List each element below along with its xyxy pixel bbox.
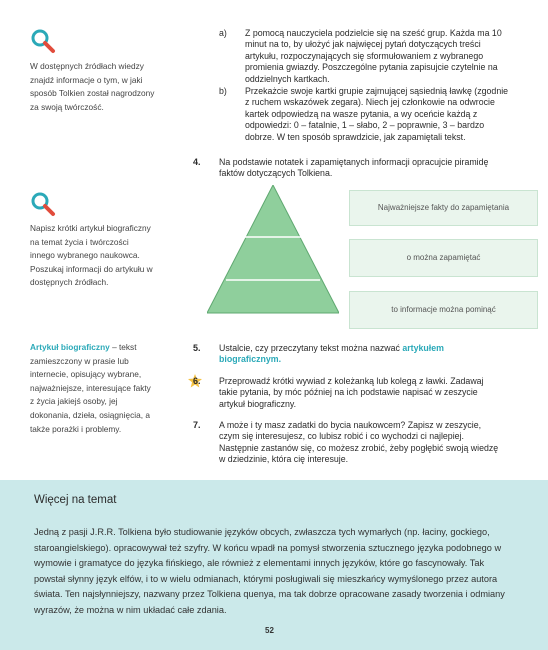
definition-text: – tekst zamieszczony w prasie lub internecie, opisujący wybrane, najważniejsze, interesujące fakty z życia jakiejś osoby, jej dokonania, dzieła, osiągnięcia, a także porażki i problemy.	[30, 342, 151, 434]
task-5-body: Ustalcie, czy przeczytany tekst można nazwać	[219, 343, 403, 353]
task-5-number: 5.	[193, 343, 201, 353]
task-a-text: Z pomocą nauczyciela podzielcie się na sześć grup. Każda ma 10 minut na to, by ułożyć jak najwięcej pytań dotyczących treści artykułu, rozpoczynających się sformułowaniem z wybranego promienia gwiazdy. Poszczególne pytania zapisujcie czytelnie na oddzielnych kartkach.	[245, 28, 502, 84]
task-5-highlight: artykułem biograficznym.	[219, 343, 444, 365]
pyramid-middle-label: o można zapamiętać	[349, 239, 538, 277]
page-number: 52	[265, 626, 274, 635]
task-b-label: b)	[219, 86, 227, 96]
task-5-text	[219, 343, 499, 366]
facts-pyramid	[207, 185, 339, 317]
magnifier-icon	[30, 28, 56, 54]
magnifier-icon	[30, 191, 56, 217]
task-7-text: A może i ty masz zadatki do bycia naukowcem? Zapisz w zeszycie, czym się interesujesz, co lubisz robić i co wychodzi ci najlepiej. Następnie zastanów się, co możesz zrobić, żeby pogłębić swoją wiedzę w dziedzinie, która cię interesuje.	[219, 420, 499, 465]
task-7-number: 7.	[193, 420, 201, 430]
pyramid-bottom-label: to informacje można pominąć	[349, 291, 538, 329]
task-6-number: 6.	[193, 376, 201, 386]
more-on-topic-box	[0, 480, 548, 650]
task-a-label: a)	[219, 28, 227, 38]
writing-task-note: Napisz krótki artykuł biograficzny na temat życia i twórczości innego wybranego naukowca. Poszukaj informacji do artykułu w dostępnych źródłach.	[30, 223, 153, 288]
research-note: W dostępnych źródłach wiedzy znajdź informacje o tym, w jaki sposób Tolkien został nagrodzony za swoją twórczość.	[30, 61, 155, 112]
definition-note	[30, 341, 155, 436]
task-b-text: Przekażcie swoje kartki grupie zajmującej sąsiednią ławkę (zgodnie z ruchem wskazówek zegara). Niech jej członkowie na odwrocie kartek odpowiedzą na wasze pytania, a wy oceńcie każdą z odpowiedzi: 0 – fatalnie, 1 – słabo, 2 – poprawnie, 3 – bardzo dobrze. W ten sposób sprawdzicie, jak zapamiętali tekst.	[245, 86, 509, 142]
pyramid-top-label: Najważniejsze fakty do zapamiętania	[349, 190, 538, 226]
task-4-text: Na podstawie notatek i zapamiętanych informacji opracujcie piramidę faktów dotyczących Tolkiena.	[219, 157, 489, 179]
more-on-topic-text: Jedną z pasji J.R.R. Tolkiena było studiowanie języków obcych, zwłaszcza tych wymarłych (np. łaciny, gockiego, staroangielskiego). opracowywał też szyfry. W końcu wpadł na pomysł stworzenia sztucznego języka podobnego w wymowie i gramatyce do języka fińskiego, ale również z elementami innych języków, które go fascynowały. Tak powstał słynny język elfów, i to w wielu odmianach, którymi posługiwali się mieszkańcy wymyślonego przez autora świata. Ten najsłynniejszy, nazwany przez Tolkiena quenya, ma tak dobrze opracowane zasady tworzenia i odmiany wyrazów, że można w nim układać całe zdania.	[34, 527, 505, 615]
task-4-number: 4.	[193, 157, 201, 167]
definition-term: Artykuł biograficzny	[30, 342, 110, 352]
more-on-topic-title: Więcej na temat	[34, 494, 117, 506]
task-6-text: Przeprowadź krótki wywiad z koleżanką lub kolegą z ławki. Zadawaj takie pytania, by móc później na ich podstawie napisać w zeszycie artykuł biograficzny.	[219, 376, 484, 409]
